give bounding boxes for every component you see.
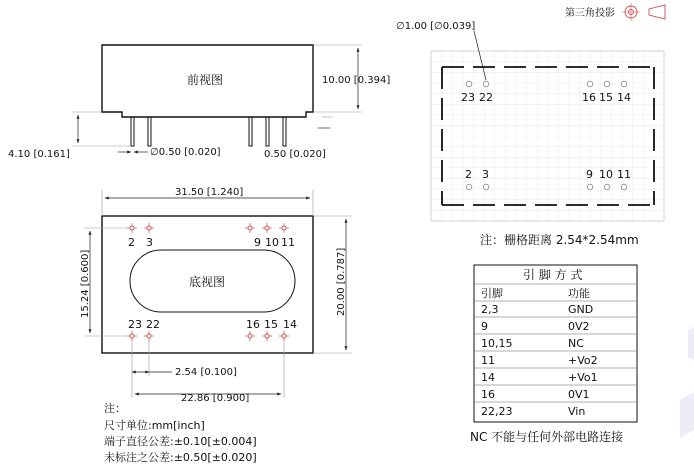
pin-table-header: 功能 (568, 287, 590, 300)
pin-label: 11 (281, 236, 295, 249)
notes (104, 402, 257, 464)
front-height-dim: 10.00 [0.394] (322, 75, 391, 86)
pin-cell: 16 (481, 388, 495, 401)
pin-table-row (474, 354, 637, 368)
pcb-pin-label: 23 (461, 91, 475, 104)
pcb-layout (396, 21, 664, 247)
pin-thickness-dim: 0.50 [0.020] (264, 149, 326, 160)
pin-diameter-dim: ∅0.50 [0.020] (150, 147, 221, 158)
front-view-title: 前视图 (187, 73, 224, 87)
function-cell: Vin (568, 405, 586, 418)
pin-table-row (474, 371, 637, 385)
hole-dim: ∅1.00 [∅0.039] (396, 21, 476, 32)
pcb-pin-label: 16 (582, 91, 596, 104)
pin-cell: 9 (481, 320, 488, 333)
pin-table-row (474, 320, 637, 334)
pcb-grid (431, 51, 664, 221)
note-line: 端子直径公差:±0.10[±0.004] (104, 435, 257, 448)
third-angle-projection-icon (622, 3, 665, 21)
pin-label: 14 (283, 318, 297, 331)
function-cell: NC (568, 337, 584, 350)
pcb-pin-label: 9 (586, 168, 593, 181)
pin-cell: 14 (481, 371, 495, 384)
pin-table-row (474, 388, 637, 402)
pin-table-header: 引脚 (481, 287, 503, 300)
pin-label: 3 (146, 236, 153, 249)
pin-cell: 10,15 (481, 337, 513, 350)
pcb-pin-label: 11 (617, 168, 631, 181)
pin-label: 15 (264, 318, 278, 331)
pin-cell: 22,23 (481, 405, 513, 418)
pcb-pin-label: 15 (599, 91, 613, 104)
pin-label: 23 (128, 318, 142, 331)
function-cell: GND (568, 303, 594, 316)
projection-symbol (565, 3, 665, 21)
grid-note: 注：栅格距离 2.54*2.54mm (480, 233, 639, 247)
pin-table-footnote: NC 不能与任何外部电路连接 (470, 430, 624, 444)
note-line: 尺寸单位:mm[inch] (104, 419, 205, 432)
function-cell: 0V2 (568, 320, 590, 333)
note-line: 未标注之公差:±0.50[±0.020] (104, 451, 257, 464)
watermark (680, 327, 694, 438)
notes-heading: 注： (104, 402, 126, 415)
pin-label: 16 (246, 318, 260, 331)
pin-cell: 2,3 (481, 303, 499, 316)
function-cell: +Vo1 (568, 371, 598, 384)
pin-row-dim: 15.24 [0.600] (80, 249, 91, 318)
pin-label: 2 (128, 236, 135, 249)
pcb-pin-label: 3 (482, 168, 489, 181)
bottom-width-dim: 31.50 [1.240] (175, 187, 244, 198)
pcb-pin-label: 14 (617, 91, 631, 104)
front-view-pins (131, 117, 286, 146)
function-cell: 0V1 (568, 388, 590, 401)
function-cell: +Vo2 (568, 354, 598, 367)
pin-table-row (481, 405, 585, 418)
front-view (8, 45, 390, 160)
bottom-view-title: 底视图 (189, 275, 226, 289)
pin-label: 9 (254, 236, 261, 249)
pin-span-dim: 22.86 [0.900] (181, 393, 250, 404)
pin-cell: 11 (481, 354, 495, 367)
pin-table (470, 265, 637, 444)
bottom-height-dim: 20.00 [0.787] (336, 247, 347, 316)
bottom-view (80, 187, 352, 404)
pin-pitch-dim: 2.54 [0.100] (175, 367, 237, 378)
pin-label: 22 (146, 318, 160, 331)
projection-label: 第三角投影 (565, 8, 615, 19)
pin-label: 10 (265, 236, 279, 249)
pin-table-row (474, 303, 637, 317)
pin-table-row (474, 337, 637, 351)
pin-table-title: 引 脚 方 式 (523, 268, 583, 282)
pcb-pin-label: 22 (479, 91, 493, 104)
pin-length-dim: 4.10 [0.161] (8, 149, 70, 160)
pcb-pin-label: 2 (465, 168, 472, 181)
pcb-pin-label: 10 (599, 168, 613, 181)
